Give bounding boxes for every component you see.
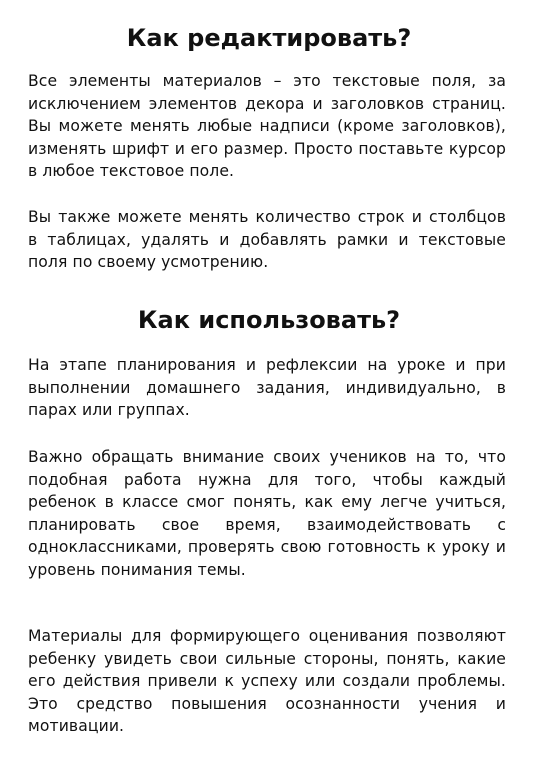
heading-how-to-use: Как использовать? — [137, 306, 401, 334]
use-paragraph-stages: На этапе планирования и рефлексии на уроке и при выполнении домашнего задания, индивидуально, в парах или группах. — [28, 356, 506, 419]
use-paragraph-importance: Важно обращать внимание своих учеников на то, что подобная работа нужна для того, чтобы каждый ребенок в классе смог понять, как ему легче учиться, планировать свое время, взаимодействовать с одноклассниками, проверять свою готовность к уроку и уровень понимания темы. — [28, 448, 506, 579]
use-paragraph-materials: Материалы для формирующего оценивания позволяют ребенку увидеть свои сильные стороны, понять, какие его действия привели к успеху или создали проблемы. Это средство повышения осознанности учения и мотивации. — [28, 627, 506, 735]
edit-paragraph-tables: Вы также можете менять количество строк и столбцов в таблицах, удалять и добавлять рамки и текстовые поля по своему усмотрению. — [28, 208, 506, 271]
edit-paragraph-text-fields: Все элементы материалов – это текстовые поля, за исключением элементов декора и заголовков страниц. Вы можете менять любые надписи (кроме заголовков), изменять шрифт и его размер. Просто поставьте курсор в любое текстовое поле. — [28, 72, 506, 180]
heading-how-to-edit: Как редактировать? — [126, 24, 412, 52]
